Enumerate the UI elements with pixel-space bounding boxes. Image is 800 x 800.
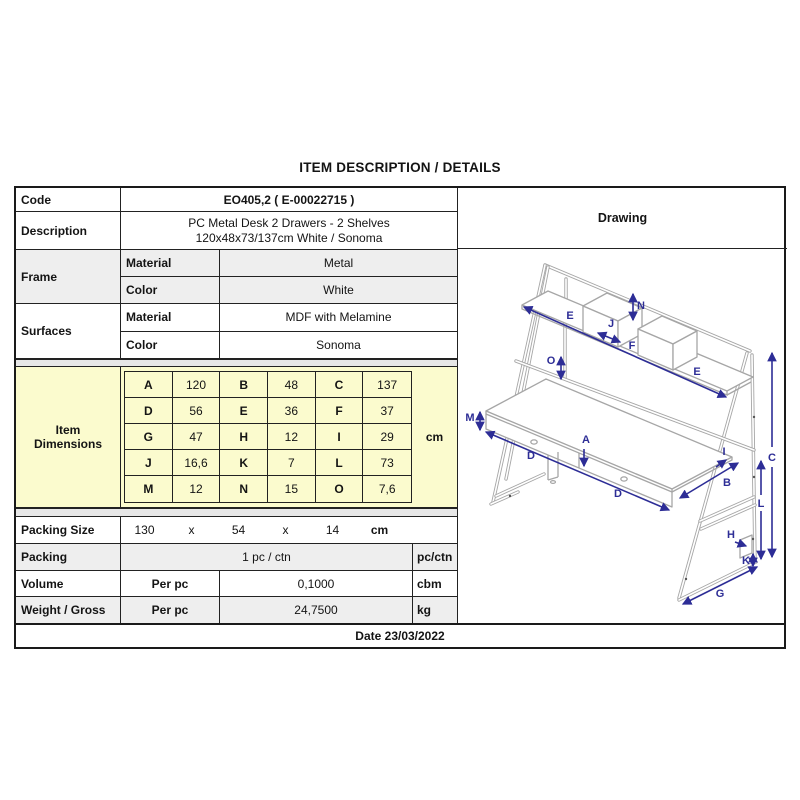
- dim-key: O: [316, 476, 364, 502]
- dim-label-J: J: [607, 318, 615, 330]
- row-surfaces: [16, 303, 457, 358]
- packing-label: Packing: [16, 544, 121, 570]
- row-weight-gross: [16, 596, 457, 623]
- packing-size-width: 54: [231, 523, 246, 537]
- dim-label-O: O: [546, 355, 556, 367]
- dim-label-N: N: [637, 300, 645, 312]
- dim-value: 73: [363, 450, 411, 476]
- packing-size-label: Packing Size: [16, 517, 121, 543]
- row-item-dimensions: [16, 367, 457, 507]
- dim-label-F: F: [628, 340, 636, 352]
- frame-color-value: White: [323, 283, 354, 297]
- dim-value: 36: [268, 398, 316, 424]
- dim-key: F: [316, 398, 364, 424]
- dim-label-D1: D: [527, 450, 535, 462]
- dim-label-H: H: [727, 529, 735, 541]
- drawing-column: [457, 188, 787, 623]
- packing-size-x: x: [188, 523, 195, 537]
- surfaces-material-label: Material: [121, 304, 220, 331]
- dim-value: 37: [363, 398, 411, 424]
- dim-value: 7: [268, 450, 316, 476]
- dim-key: E: [220, 398, 268, 424]
- item-dimensions-label-line1: Item: [55, 423, 81, 437]
- row-volume: [16, 570, 457, 596]
- dim-label-L: L: [757, 498, 765, 510]
- weight-value: 24,7500: [294, 603, 338, 617]
- dimensions-grid: [124, 371, 412, 503]
- dim-label-C: C: [768, 452, 776, 464]
- dim-value: 15: [268, 476, 316, 502]
- surfaces-color-row: [121, 331, 457, 359]
- dim-value: 7,6: [378, 482, 396, 496]
- dim-value: 12: [173, 476, 221, 502]
- frame-label: Frame: [16, 250, 121, 303]
- description-line2: 120x48x73/137cm White / Sonoma: [195, 230, 383, 245]
- frame-material-row: [121, 250, 457, 276]
- dim-label-E2: E: [693, 366, 701, 378]
- dim-value: 47: [173, 424, 221, 450]
- dim-label-A: A: [582, 434, 590, 446]
- description-value: [121, 212, 457, 249]
- dim-value: 48: [268, 372, 316, 398]
- dim-key: L: [316, 450, 364, 476]
- item-details-table: [14, 186, 786, 649]
- volume-unit: cbm: [412, 571, 457, 596]
- frame-material-value: Metal: [323, 256, 354, 270]
- drawing-header: Drawing: [458, 188, 787, 249]
- description-label: Description: [16, 212, 121, 249]
- volume-per-pc: Per pc: [121, 571, 220, 596]
- page-title: ITEM DESCRIPTION / DETAILS: [299, 160, 501, 175]
- separator-strip: [16, 358, 457, 367]
- row-packing: [16, 543, 457, 570]
- volume-label: Volume: [16, 571, 121, 596]
- dim-label-K: K: [742, 555, 750, 567]
- spec-columns: [16, 188, 457, 623]
- dim-key: C: [316, 372, 364, 398]
- dimensions-unit: cm: [425, 430, 444, 444]
- packing-size-unit: cm: [370, 523, 389, 537]
- weight-label: Weight / Gross: [16, 597, 121, 623]
- dim-key: J: [125, 450, 173, 476]
- frame-material-label: Material: [121, 250, 220, 276]
- row-frame: [16, 249, 457, 303]
- item-dimensions-label: [16, 367, 121, 507]
- code-value: EO405,2 ( E-00022715 ): [223, 192, 355, 207]
- separator-strip: [16, 507, 457, 517]
- dim-value: 137: [363, 372, 411, 398]
- dim-label-E: E: [566, 310, 574, 322]
- surfaces-label: Surfaces: [16, 304, 121, 358]
- dim-key: H: [220, 424, 268, 450]
- dim-label-D2: D: [614, 488, 622, 500]
- dim-key: K: [220, 450, 268, 476]
- dim-label-M: M: [465, 412, 475, 424]
- surfaces-material-value: MDF with Melamine: [285, 310, 392, 325]
- row-code: [16, 188, 457, 211]
- item-dimensions-label-line2: Dimensions: [33, 437, 102, 451]
- dim-value: 56: [173, 398, 221, 424]
- dim-value: 12: [268, 424, 316, 450]
- packing-size-x: x: [282, 523, 289, 537]
- desk-technical-drawing: [458, 249, 787, 621]
- row-description: [16, 211, 457, 249]
- frame-color-row: [121, 276, 457, 303]
- dim-key: B: [220, 372, 268, 398]
- dim-key: A: [125, 372, 173, 398]
- packing-unit: pc/ctn: [412, 544, 457, 570]
- drawing-area: [458, 249, 787, 623]
- frame-color-label: Color: [121, 277, 220, 303]
- dim-key: M: [125, 476, 173, 502]
- packing-size-length: 130: [134, 523, 155, 537]
- row-packing-size: [16, 517, 457, 543]
- surfaces-color-value: Sonoma: [316, 337, 361, 352]
- volume-value: 0,1000: [297, 576, 335, 591]
- surfaces-color-label: Color: [121, 332, 220, 359]
- code-label: Code: [16, 188, 121, 211]
- dim-label-B: B: [723, 477, 731, 489]
- weight-unit: kg: [412, 597, 457, 623]
- dim-key: I: [316, 424, 364, 450]
- dim-label-I: I: [722, 446, 726, 458]
- dim-value: 120: [173, 372, 221, 398]
- dim-value: 29: [363, 424, 411, 450]
- table-main-area: [16, 188, 784, 623]
- description-line1: PC Metal Desk 2 Drawers - 2 Shelves: [188, 215, 390, 230]
- surfaces-material-row: [121, 304, 457, 331]
- packing-size-values: [121, 517, 457, 543]
- dim-value: 16,6: [173, 450, 221, 476]
- date-row: Date 23/03/2022: [16, 623, 784, 647]
- dim-label-G: G: [715, 588, 725, 600]
- packing-size-height: 14: [325, 523, 340, 537]
- dim-key: N: [220, 476, 268, 502]
- dim-key: G: [125, 424, 173, 450]
- dim-key: D: [125, 398, 173, 424]
- weight-per-pc: Per pc: [121, 597, 220, 623]
- packing-value: 1 pc / ctn: [242, 550, 291, 564]
